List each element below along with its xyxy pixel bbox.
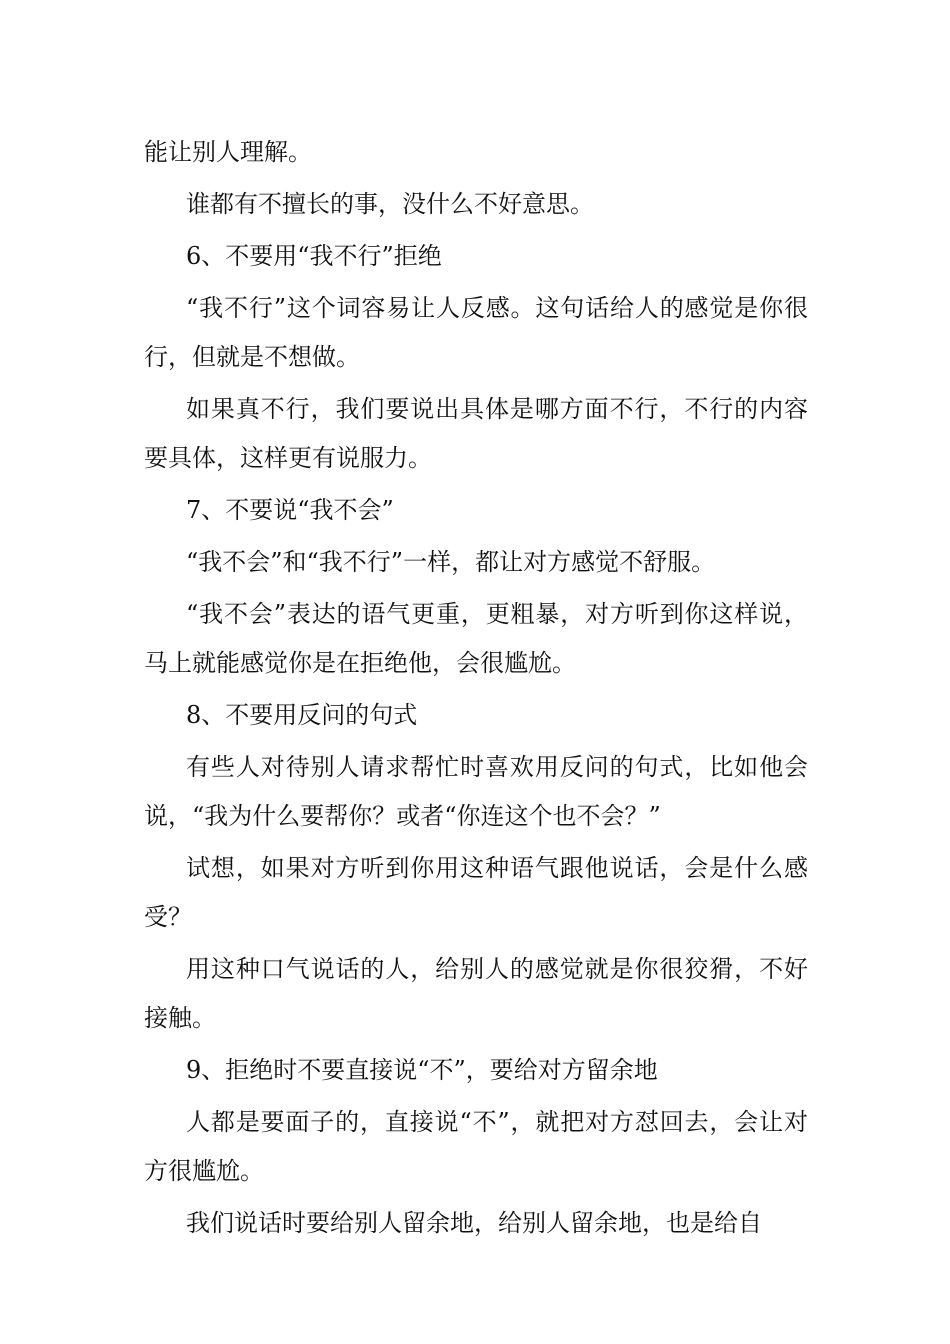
section-heading-6: 6、不要用“我不行”拒绝	[186, 242, 442, 270]
section-heading-9: 9、拒绝时不要直接说“不”，要给对方留余地	[186, 1056, 658, 1084]
paragraph: 有些人对待别人请求帮忙时喜欢用反问的句式，比如他会说，“我为什么要帮你？或者“你连这个也不会？”	[144, 753, 808, 830]
paragraph: “我不会”表达的语气更重，更粗暴，对方听到你这样说，马上就能感觉你是在拒绝他，会很尴尬。	[144, 600, 808, 677]
document-body	[144, 128, 808, 1251]
paragraph: “我不会”和“我不行”一样，都让对方感觉不舒服。	[186, 548, 716, 576]
paragraph: 人都是要面子的，直接说“不”，就把对方怼回去，会让对方很尴尬。	[144, 1108, 808, 1185]
paragraph: 试想，如果对方听到你用这种语气跟他说话，会是什么感受？	[144, 854, 808, 931]
section-heading-7: 7、不要说“我不会”	[186, 496, 394, 524]
paragraph: 谁都有不擅长的事，没什么不好意思。	[186, 190, 594, 218]
paragraph-continuation: 能让别人理解。	[144, 138, 312, 166]
paragraph: 用这种口气说话的人，给别人的感觉就是你很狡猾，不好接触。	[144, 955, 808, 1032]
paragraph: 我们说话时要给别人留余地，给别人留余地，也是给自	[186, 1209, 762, 1237]
section-heading-8: 8、不要用反问的句式	[186, 701, 418, 729]
paragraph: “我不行”这个词容易让人反感。这句话给人的感觉是你很行，但就是不想做。	[144, 294, 808, 371]
paragraph: 如果真不行，我们要说出具体是哪方面不行，不行的内容要具体，这样更有说服力。	[144, 395, 808, 472]
